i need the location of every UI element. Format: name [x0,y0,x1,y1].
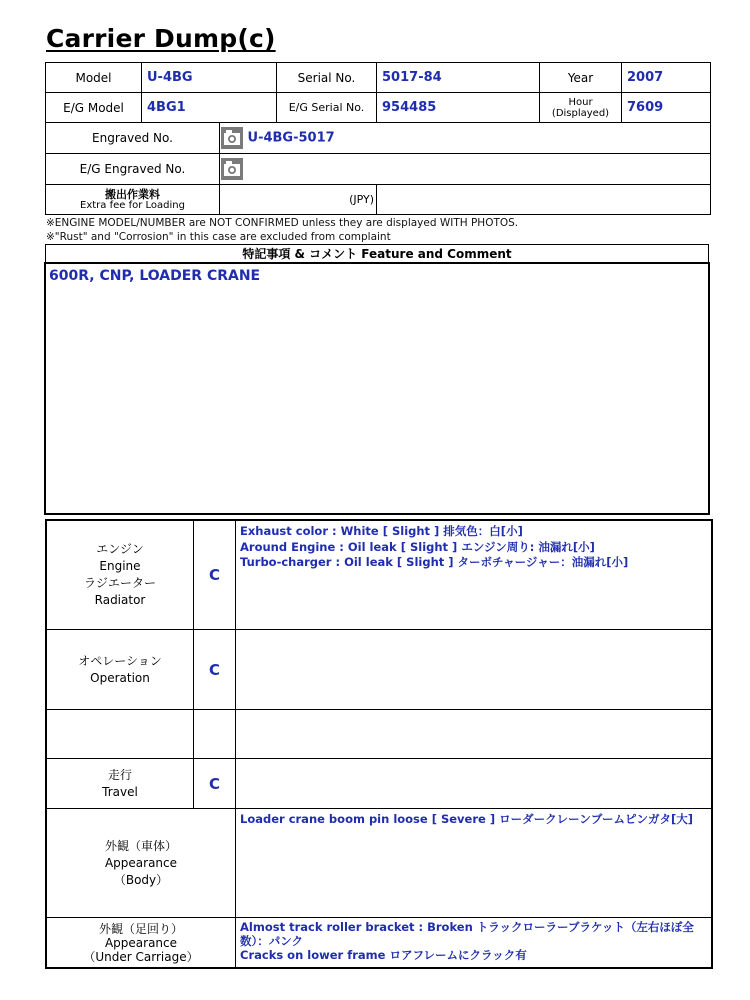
radiator-label-jp: ラジエーター [83,576,156,590]
engine-comment: Around Engine : Oil leak [ Slight ] エンジン周り: 油漏れ[小] [240,539,595,554]
eg-serial-value: 954485 [377,93,540,123]
travel-label [47,759,194,809]
note-engine: ※ENGINE MODEL/NUMBER are NOT CONFIRMED unless they are displayed WITH PHOTOS. [46,217,519,229]
table-row [47,918,712,968]
currency-label: (JPY) [220,185,377,215]
feature-body [45,263,709,514]
table-row [47,630,712,710]
model-value: U-4BG [142,63,277,93]
serial-value: 5017-84 [377,63,540,93]
engine-label [47,521,194,630]
camera-icon[interactable] [221,127,243,149]
engraved-value: U-4BG-5017 [247,130,335,146]
eg-engraved-cell [220,154,711,185]
engine-grade: C [194,521,236,630]
appearance-under-label [47,918,236,968]
appearance-under-comments [236,918,712,968]
camera-icon[interactable] [221,158,243,180]
engraved-cell [220,123,711,154]
appearance-under-label-jp: 外観（足回り） [98,921,183,936]
radiator-label-en: Radiator [94,593,146,607]
operation-label [47,630,194,710]
blank-grade [194,710,236,759]
table-row [47,521,712,630]
hour-value: 7609 [622,93,711,123]
appearance-under-comment: Cracks on lower frame ロアフレームにクラック有 [240,948,527,962]
appearance-body-label-en: Appearance [104,855,178,870]
operation-grade: C [194,630,236,710]
travel-grade: C [194,759,236,809]
feature-header: 特記事項 & コメント Feature and Comment [45,244,709,264]
engine-label-en: Engine [99,559,141,573]
travel-label-en: Travel [102,784,138,799]
engraved-label: Engraved No. [46,123,220,154]
info-table [45,62,711,215]
table-row [47,809,712,918]
extra-fee-label [46,185,220,215]
appearance-body-label-en2: （Body） [113,872,169,887]
blank-label [47,710,194,759]
extra-fee-value [377,185,711,215]
operation-label-jp: オペレーション [78,653,162,668]
page-title: Carrier Dump(c) [46,24,276,53]
serial-label: Serial No. [277,63,377,93]
travel-comments [236,759,712,809]
table-row [47,710,712,759]
eg-model-label: E/G Model [46,93,142,123]
hour-label-line2: (Displayed) [551,107,610,119]
table-row [47,759,712,809]
eg-serial-label: E/G Serial No. [277,93,377,123]
appearance-body-label-jp: 外観（車体） [104,838,177,853]
engine-comments [236,521,712,630]
year-label: Year [540,63,622,93]
eg-engraved-label: E/G Engraved No. [46,154,220,185]
eg-model-value: 4BG1 [142,93,277,123]
hour-label [540,93,622,123]
extra-fee-label-jp: 搬出作業料 [105,187,160,201]
operation-comments [236,630,712,710]
travel-label-jp: 走行 [107,767,132,782]
condition-table [46,520,712,968]
appearance-body-label [47,809,236,918]
engine-comment: Turbo-charger : Oil leak [ Slight ] ターボチャージャー：油漏れ[小] [240,555,629,569]
appearance-body-comments [236,809,712,918]
operation-label-en: Operation [90,670,150,685]
engine-label-jp: エンジン [96,542,144,556]
hour-label-line1: Hour [568,96,593,108]
blank-comments [236,710,712,759]
appearance-under-label-en2: （Under Carriage） [83,949,199,964]
model-label: Model [46,63,142,93]
extra-fee-label-en: Extra fee for Loading [80,199,185,211]
appearance-under-comment: Almost track roller bracket : Broken トラックローラーブラケット（左右ほぼ全数）：パンク [240,920,694,948]
year-value: 2007 [622,63,711,93]
appearance-under-label-en: Appearance [104,935,178,950]
note-rust: ※"Rust" and "Corrosion" in this case are excluded from complaint [46,231,391,243]
engine-comment: Exhaust color : White [ Slight ] 排気色：白[小] [240,524,523,538]
appearance-body-comment: Loader crane boom pin loose [ Severe ] ローダークレーンブームピンガタ[大] [240,812,694,826]
feature-text: 600R, CNP, LOADER CRANE [49,268,261,284]
